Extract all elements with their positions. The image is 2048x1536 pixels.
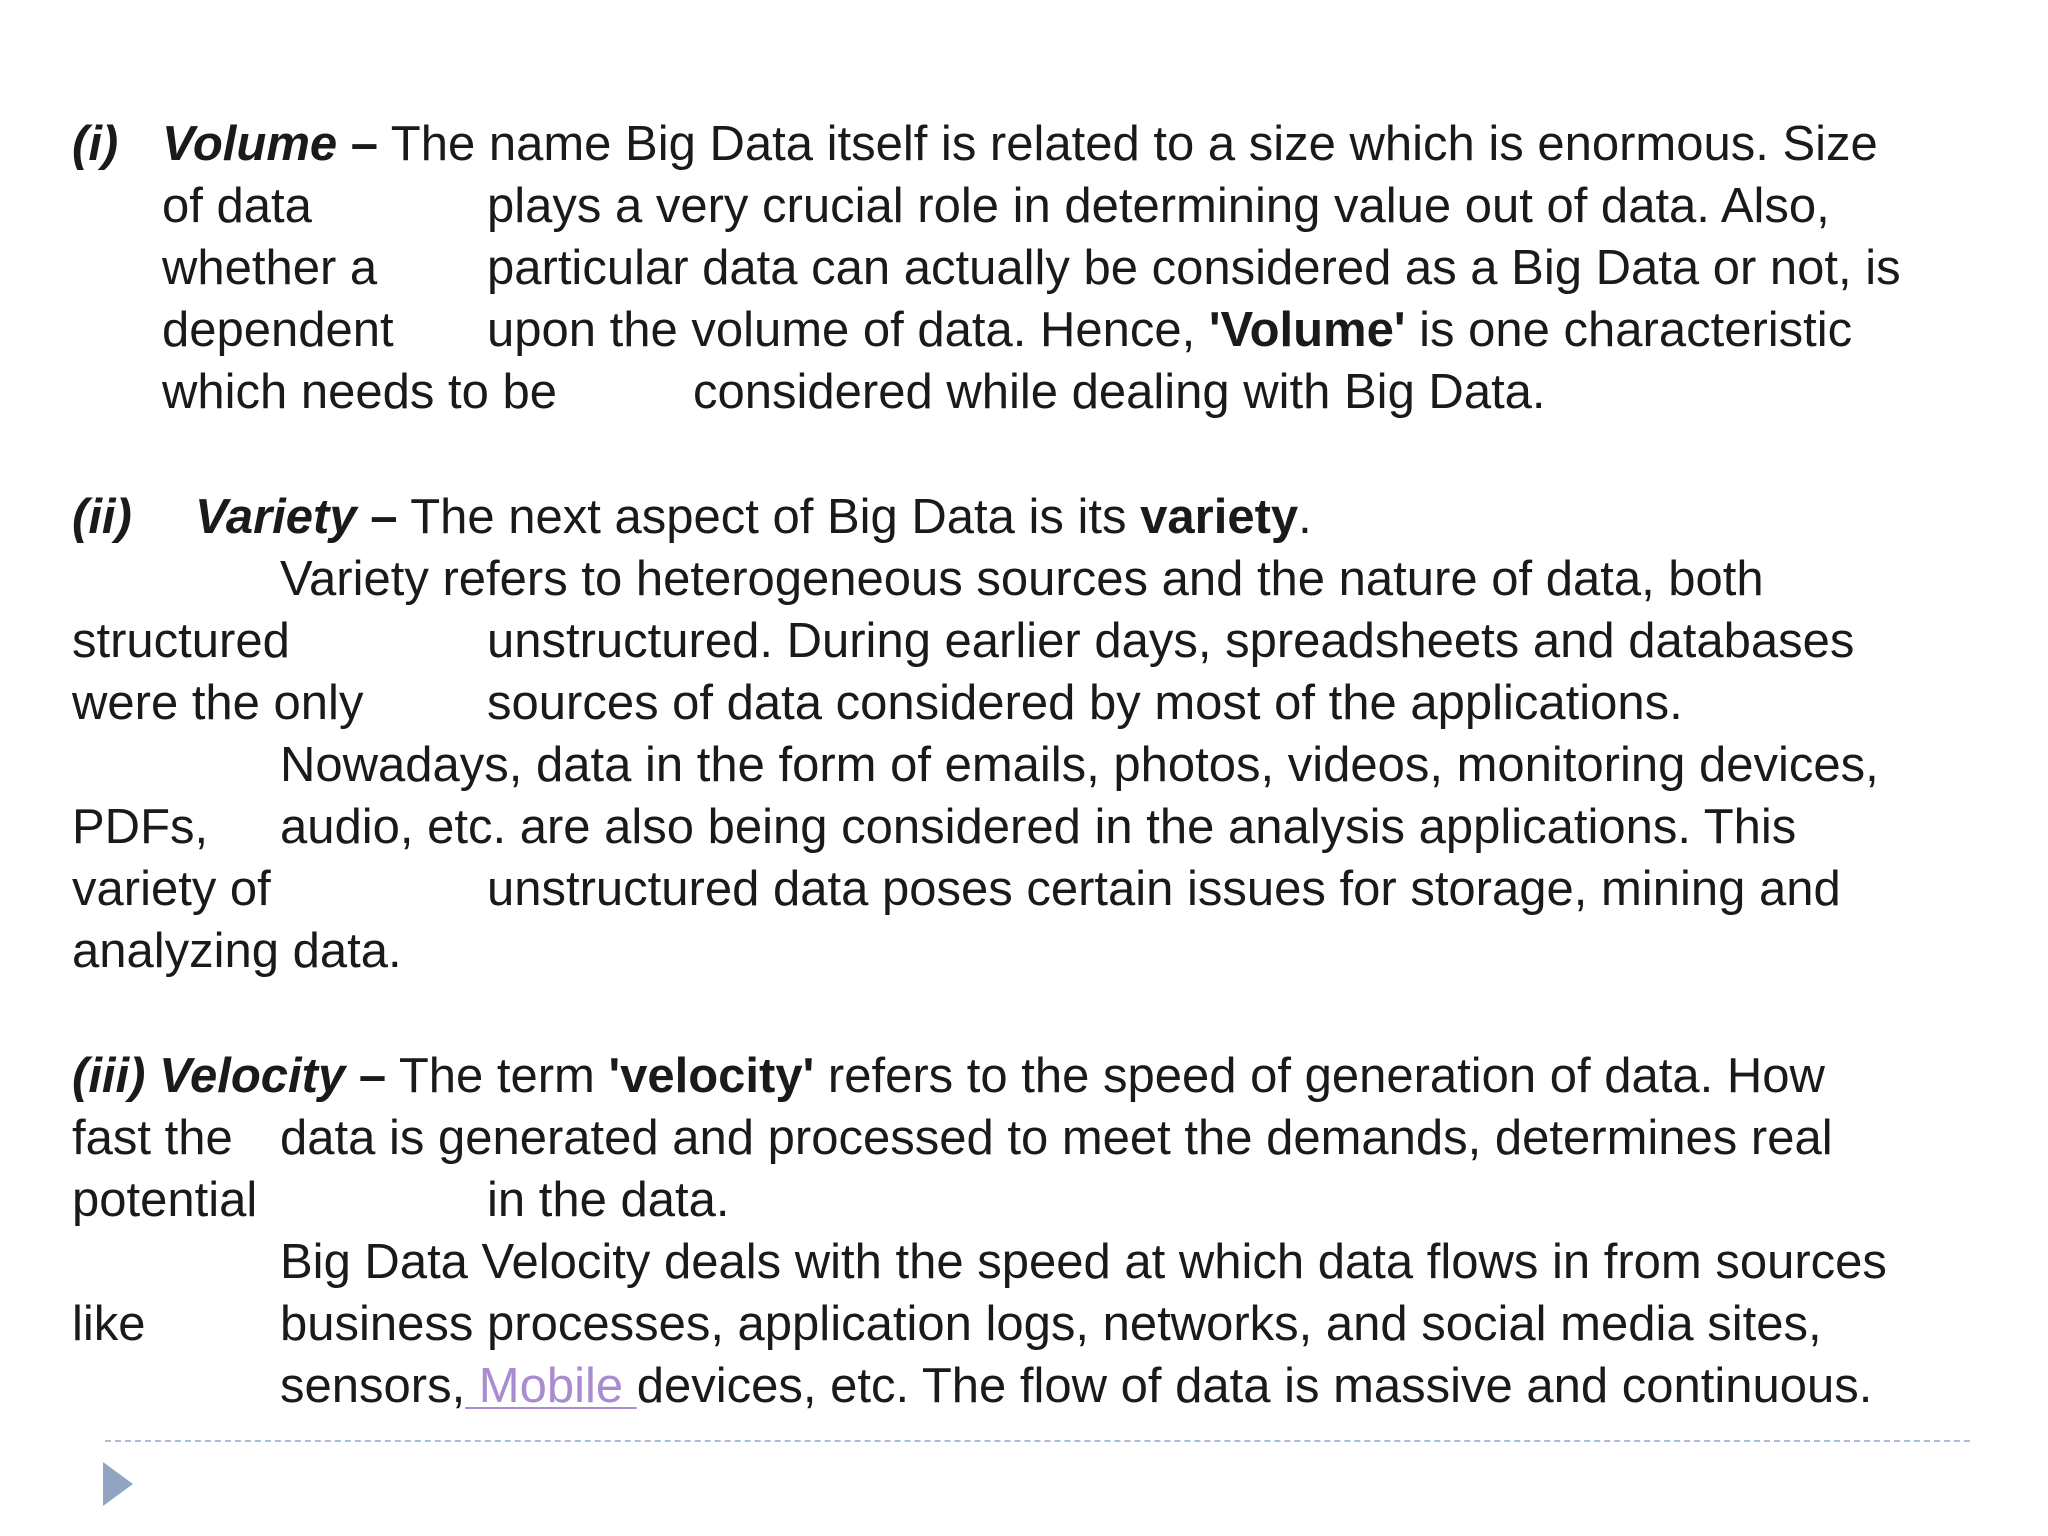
triangle-bullet-icon <box>103 1462 133 1506</box>
volume-line-1: Volume – The name Big Data itself is related to a size which is enormous. Size <box>162 117 1878 171</box>
velocity-line-1: (iii) Velocity – The term 'velocity' refers to the speed of generation of data. How <box>72 1049 1825 1103</box>
volume-line-3b: particular data can actually be considered as a Big Data or not, is <box>487 241 1901 295</box>
variety-line-3b: unstructured. During earlier days, spreadsheets and databases <box>487 614 1855 668</box>
volume-line-4b: upon the volume of data. Hence, 'Volume' is one characteristic <box>487 303 1853 357</box>
volume-line-2b: plays a very crucial role in determining value out of data. Also, <box>487 179 1830 233</box>
variety-line-3a: structured <box>72 614 290 668</box>
variety-term: Variety <box>195 490 357 544</box>
variety-line-7a: variety of <box>72 862 271 916</box>
variety-line-5: Nowadays, data in the form of emails, photos, videos, monitoring devices, <box>280 738 1879 792</box>
volume-marker: (i) <box>72 117 119 171</box>
volume-line-5a: which needs to be <box>162 365 557 419</box>
velocity-line-6: sensors, Mobile devices, etc. The flow of data is massive and continuous. <box>280 1359 1873 1413</box>
dashed-divider <box>105 1440 1970 1442</box>
variety-line-6b: audio, etc. are also being considered in the analysis applications. This <box>280 800 1797 854</box>
variety-line-4a: were the only <box>72 676 364 730</box>
variety-marker: (ii) <box>72 490 132 544</box>
variety-line-4b: sources of data considered by most of the applications. <box>487 676 1683 730</box>
volume-line-4a: dependent <box>162 303 394 357</box>
velocity-term: Velocity <box>159 1049 346 1103</box>
volume-line-2a: of data <box>162 179 312 233</box>
velocity-line-5a: like <box>72 1297 146 1351</box>
volume-line-5b: considered while dealing with Big Data. <box>693 365 1546 419</box>
velocity-line-3a: potential <box>72 1173 258 1227</box>
variety-line-6a: PDFs, <box>72 800 209 854</box>
velocity-line-5b: business processes, application logs, networks, and social media sites, <box>280 1297 1822 1351</box>
velocity-line-2a: fast the <box>72 1111 233 1165</box>
variety-line-7b: unstructured data poses certain issues for storage, mining and <box>487 862 1841 916</box>
volume-line-3a: whether a <box>162 241 378 295</box>
mobile-link[interactable]: Mobile <box>465 1359 637 1413</box>
variety-line-2: Variety refers to heterogeneous sources and the nature of data, both <box>280 552 1764 606</box>
velocity-marker: (iii) <box>72 1049 146 1103</box>
variety-line-8: analyzing data. <box>72 924 402 978</box>
variety-line-1: Variety – The next aspect of Big Data is its variety. <box>195 490 1312 544</box>
velocity-line-2b: data is generated and processed to meet the demands, determines real <box>280 1111 1833 1165</box>
velocity-line-3b: in the data. <box>487 1173 730 1227</box>
volume-term: Volume <box>162 117 338 171</box>
velocity-line-4: Big Data Velocity deals with the speed at which data flows in from sources <box>280 1235 1887 1289</box>
